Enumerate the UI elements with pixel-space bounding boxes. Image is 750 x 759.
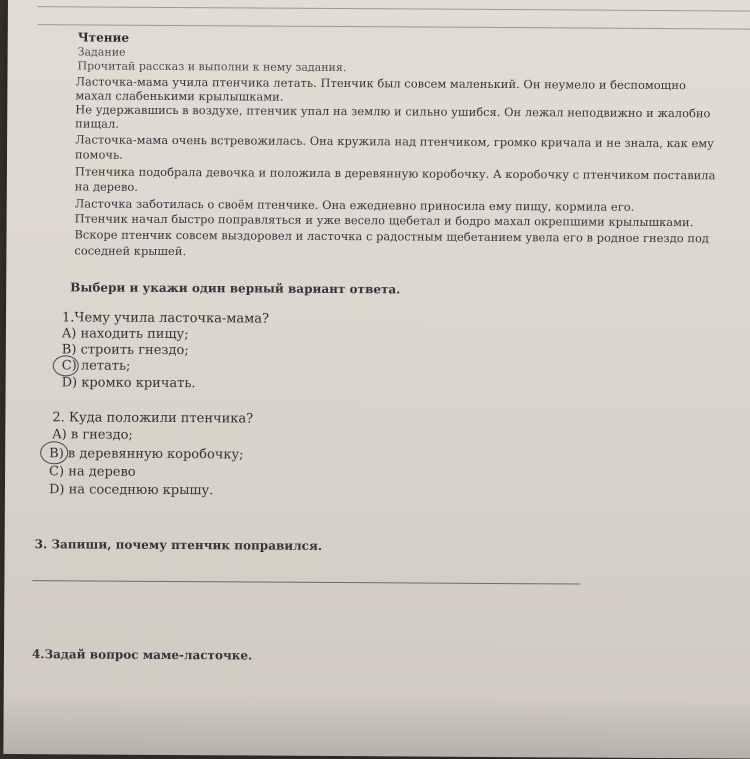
- story-line: Птенчика подобрала девочка и положила в деревянную коробочку. А коробочку с птенчиком поставила: [74, 164, 716, 183]
- section-title: Чтение: [77, 30, 130, 45]
- story-line: помочь.: [74, 147, 123, 162]
- story-line: Ласточка-мама очень встревожилась. Она кружила над птенчиком, громко кричала и не знала, как ему: [75, 132, 715, 151]
- selected-answer-circle: [40, 441, 68, 464]
- story-line: Ласточка-мама учила птенчика летать. Птенчик был совсем маленький. Он неумело и беспомощно: [75, 74, 686, 93]
- option-b[interactable]: B) в деревянную коробочку;: [49, 446, 244, 463]
- story-line: пищал.: [75, 116, 119, 131]
- page-shadow: [3, 694, 750, 759]
- option-a[interactable]: A) в гнездо;: [52, 427, 133, 443]
- story-line: Не удержавшись в воздухе, птенчик упал на землю и сильно ушибся. Он лежал неподвижно и жалобно: [75, 102, 711, 121]
- worksheet-page: [3, 0, 750, 759]
- story-line: соседней крышей.: [74, 243, 187, 259]
- question-4: 4.Задай вопрос маме-ласточке.: [31, 647, 253, 663]
- question-3: 3. Запиши, почему птенчик поправился.: [34, 537, 323, 553]
- story-line: Птенчик начал быстро поправляться и уже весело щебетал и бодро махал окрепшими крылышками.: [74, 211, 694, 230]
- task-label: Задание: [77, 45, 126, 59]
- option-b[interactable]: B) строить гнездо;: [61, 342, 189, 359]
- selected-answer-circle: [53, 355, 79, 376]
- question-text: 1.Чему учила ласточка-мама?: [61, 310, 270, 327]
- option-a[interactable]: A) находить пищу;: [61, 326, 189, 343]
- story-line: махал слабенькими крылышками.: [75, 88, 284, 104]
- option-c[interactable]: C) на дерево: [49, 464, 136, 480]
- option-c[interactable]: C) летать;: [61, 358, 131, 374]
- option-d[interactable]: D) кромко кричать.: [61, 375, 196, 392]
- top-rule-line: [38, 24, 750, 29]
- story-line: на дерево.: [74, 179, 139, 194]
- choose-prompt: Выбери и укажи один верный вариант ответа.: [70, 280, 401, 297]
- story-line: Ласточка заботилась о своём птенчике. Она ежедневно приносила ему пищу, кормила его.: [74, 196, 635, 214]
- story-line: Вскоре птенчик совсем выздоровел и ласточка с радостным щебетанием увела его в родное гнездо под: [74, 227, 710, 246]
- answer-line[interactable]: [32, 580, 580, 584]
- instruction: Прочитай рассказ и выполни к нему задания.: [77, 59, 347, 75]
- question-text: 2. Куда положили птенчика?: [52, 410, 254, 427]
- top-rule-line: [38, 6, 750, 11]
- option-d[interactable]: D) на соседнюю крышу.: [48, 482, 214, 499]
